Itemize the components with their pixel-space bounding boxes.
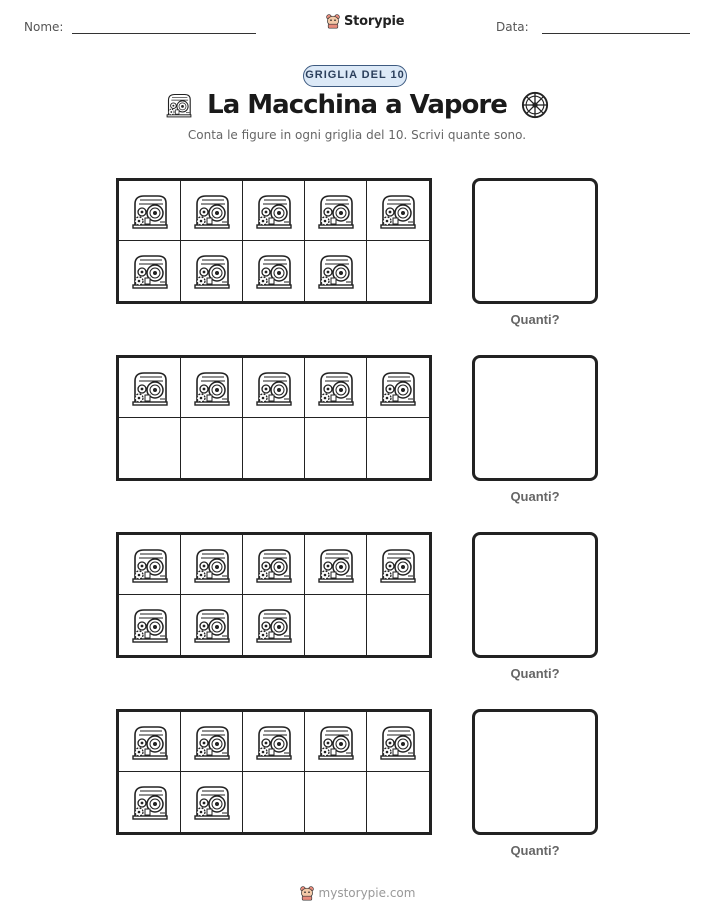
ten-frame-cell [119,772,181,832]
ten-frame-2 [116,355,432,481]
ten-frame-cell [181,535,243,595]
steam-engine-icon [192,782,232,822]
steam-engine-icon [192,722,232,762]
date-field[interactable] [542,33,690,34]
ten-frame-cell [181,181,243,241]
steam-engine-icon [165,91,193,119]
steam-engine-icon [130,251,170,291]
ten-frame-cell [243,595,305,655]
ten-frame-cell [367,595,429,655]
ten-frame-cell [305,535,367,595]
steam-engine-icon [316,191,356,231]
steam-engine-icon [378,722,418,762]
ten-frame-cell [367,712,429,772]
ten-frame-3 [116,532,432,658]
date-label: Data: [496,20,529,34]
ten-frame-cell [367,535,429,595]
ten-frame-cell [367,241,429,301]
brand-logo [325,13,404,29]
ten-frame-cell [305,418,367,478]
ten-frame-cell [181,772,243,832]
ten-frame-cell [119,181,181,241]
wheel-icon [521,91,549,119]
worksheet-type-badge: GRIGLIA DEL 10 [303,65,407,87]
steam-engine-icon [254,722,294,762]
answer-label-3: Quanti? [510,666,560,681]
steam-engine-icon [254,251,294,291]
steam-engine-icon [130,545,170,585]
steam-engine-icon [316,545,356,585]
answer-label-2: Quanti? [510,489,560,504]
ten-frame-cell [305,358,367,418]
ten-frame-cell [305,595,367,655]
steam-engine-icon [130,368,170,408]
ten-frame-cell [367,358,429,418]
brand-name: Storypie [344,13,405,29]
steam-engine-icon [254,605,294,645]
ten-frame-cell [243,418,305,478]
steam-engine-icon [192,191,232,231]
ten-frame-1 [116,178,432,304]
steam-engine-icon [378,545,418,585]
steam-engine-icon [130,782,170,822]
ten-frame-cell [305,241,367,301]
ten-frame-cell [181,358,243,418]
ten-frame-cell [243,241,305,301]
ten-frame-cell [367,418,429,478]
steam-engine-icon [130,605,170,645]
steam-engine-icon [254,368,294,408]
storypie-mascot-icon [299,885,315,901]
ten-frame-cell [243,358,305,418]
steam-engine-icon [316,722,356,762]
steam-engine-icon [316,368,356,408]
ten-frame-cell [367,181,429,241]
ten-frame-cell [243,535,305,595]
steam-engine-icon [316,251,356,291]
answer-box-4[interactable] [472,709,598,835]
ten-frame-cell [119,595,181,655]
answer-box-1[interactable] [472,178,598,304]
steam-engine-icon [192,605,232,645]
storypie-mascot-icon [325,13,341,29]
name-label: Nome: [24,20,64,34]
ten-frame-cell [243,712,305,772]
answer-box-2[interactable] [472,355,598,481]
ten-frame-cell [119,535,181,595]
footer-url: mystorypie.com [318,886,416,900]
answer-box-3[interactable] [472,532,598,658]
steam-engine-icon [130,722,170,762]
ten-frame-cell [243,772,305,832]
steam-engine-icon [254,191,294,231]
ten-frame-cell [119,241,181,301]
steam-engine-icon [130,191,170,231]
ten-frame-cell [181,595,243,655]
ten-frame-cell [305,772,367,832]
steam-engine-icon [378,368,418,408]
steam-engine-icon [192,251,232,291]
title-row [0,90,714,120]
ten-frame-cell [367,772,429,832]
ten-frame-cell [181,241,243,301]
ten-frame-cell [119,712,181,772]
page-title: La Macchina a Vapore [207,90,507,120]
steam-engine-icon [192,368,232,408]
ten-frame-cell [305,181,367,241]
ten-frame-cell [119,418,181,478]
ten-frame-cell [119,358,181,418]
ten-frame-cell [243,181,305,241]
ten-frame-cell [181,418,243,478]
answer-label-4: Quanti? [510,843,560,858]
instructions: Conta le figure in ogni griglia del 10. Scrivi quante sono. [187,128,527,142]
steam-engine-icon [192,545,232,585]
footer [0,885,714,901]
answer-label-1: Quanti? [510,312,560,327]
steam-engine-icon [378,191,418,231]
ten-frame-cell [305,712,367,772]
name-field[interactable] [72,33,256,34]
ten-frame-4 [116,709,432,835]
steam-engine-icon [254,545,294,585]
ten-frame-cell [181,712,243,772]
